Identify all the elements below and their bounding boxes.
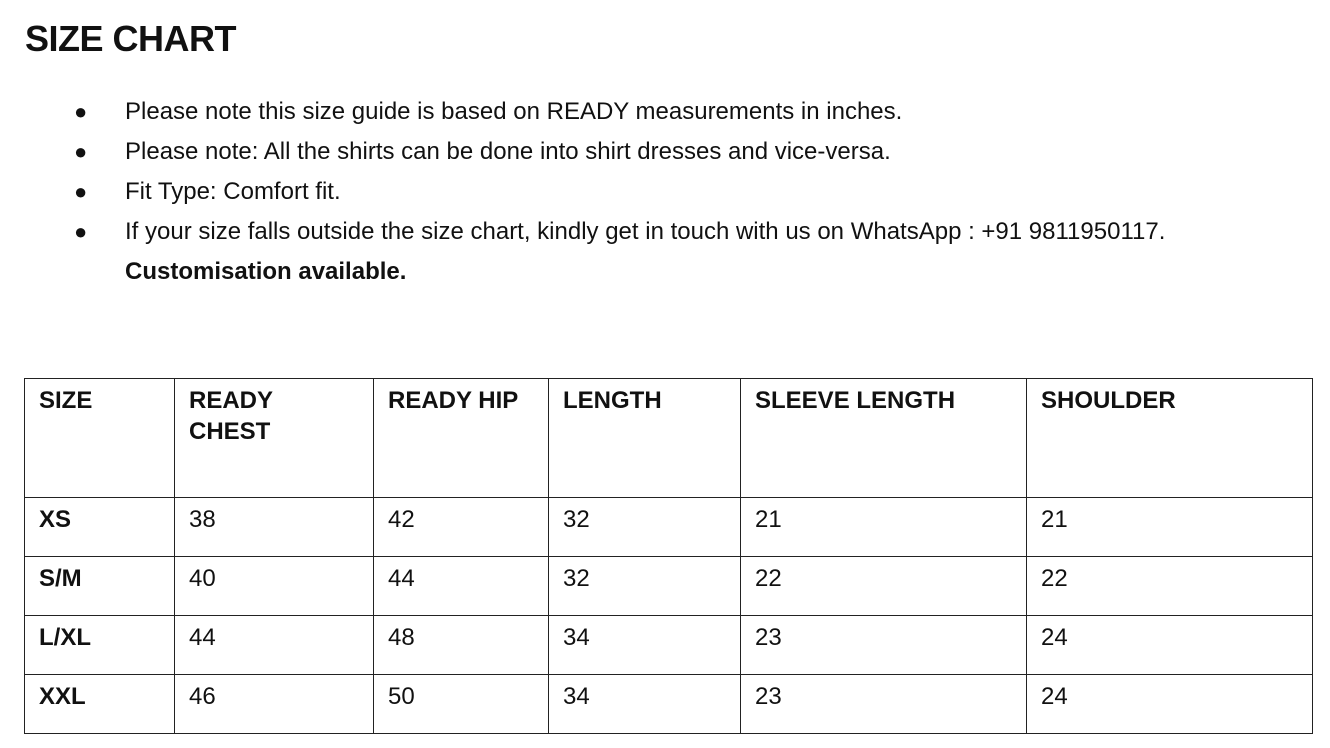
table-cell: 32 bbox=[549, 557, 741, 616]
column-header-length: LENGTH bbox=[549, 379, 741, 498]
table-cell: 50 bbox=[374, 675, 549, 734]
note-item bbox=[0, 92, 1185, 132]
table-cell: 44 bbox=[175, 616, 374, 675]
column-header-ready-chest: READY CHEST bbox=[175, 379, 374, 498]
table-cell-size: XXL bbox=[25, 675, 175, 734]
bullet-icon: ● bbox=[74, 139, 88, 164]
bullet-icon: ● bbox=[74, 219, 88, 244]
note-item bbox=[0, 172, 1185, 212]
table-cell-size: S/M bbox=[25, 557, 175, 616]
table-header-row bbox=[25, 379, 1313, 498]
table-cell: 48 bbox=[374, 616, 549, 675]
note-item bbox=[0, 212, 1185, 292]
table-cell-size: XS bbox=[25, 498, 175, 557]
table-cell: 42 bbox=[374, 498, 549, 557]
table-cell: 24 bbox=[1027, 675, 1313, 734]
size-table bbox=[24, 378, 1313, 734]
table-cell: 34 bbox=[549, 616, 741, 675]
table-cell: 32 bbox=[549, 498, 741, 557]
bullet-icon: ● bbox=[74, 179, 88, 204]
note-item bbox=[0, 132, 1185, 172]
table-cell: 44 bbox=[374, 557, 549, 616]
table-row bbox=[25, 557, 1313, 616]
table-cell: 23 bbox=[741, 675, 1027, 734]
table-row bbox=[25, 675, 1313, 734]
note-text: Please note this size guide is based on READY measurements in inches. bbox=[125, 98, 903, 125]
table-cell: 21 bbox=[741, 498, 1027, 557]
note-text: Please note: All the shirts can be done into shirt dresses and vice-versa. bbox=[125, 138, 891, 165]
table-cell: 46 bbox=[175, 675, 374, 734]
column-header-sleeve-length: SLEEVE LENGTH bbox=[741, 379, 1027, 498]
note-text: Fit Type: Comfort fit. bbox=[125, 178, 341, 205]
table-cell: 23 bbox=[741, 616, 1027, 675]
note-bold-text: Customisation available. bbox=[125, 258, 407, 285]
table-cell: 40 bbox=[175, 557, 374, 616]
page-title: SIZE CHART bbox=[25, 18, 236, 59]
table-cell: 24 bbox=[1027, 616, 1313, 675]
note-text: If your size falls outside the size chart, kindly get in touch with us on WhatsApp : +91 9811950117. bbox=[125, 218, 1166, 245]
table-row bbox=[25, 616, 1313, 675]
column-header-size: SIZE bbox=[25, 379, 175, 498]
column-header-shoulder: SHOULDER bbox=[1027, 379, 1313, 498]
table-cell: 21 bbox=[1027, 498, 1313, 557]
table-cell: 22 bbox=[741, 557, 1027, 616]
column-header-ready-hip: READY HIP bbox=[374, 379, 549, 498]
notes-list bbox=[0, 92, 1330, 292]
table-row bbox=[25, 498, 1313, 557]
table-cell: 34 bbox=[549, 675, 741, 734]
table-cell: 38 bbox=[175, 498, 374, 557]
table-cell: 22 bbox=[1027, 557, 1313, 616]
table-cell-size: L/XL bbox=[25, 616, 175, 675]
size-table-container bbox=[24, 378, 1313, 734]
bullet-icon: ● bbox=[74, 99, 88, 124]
